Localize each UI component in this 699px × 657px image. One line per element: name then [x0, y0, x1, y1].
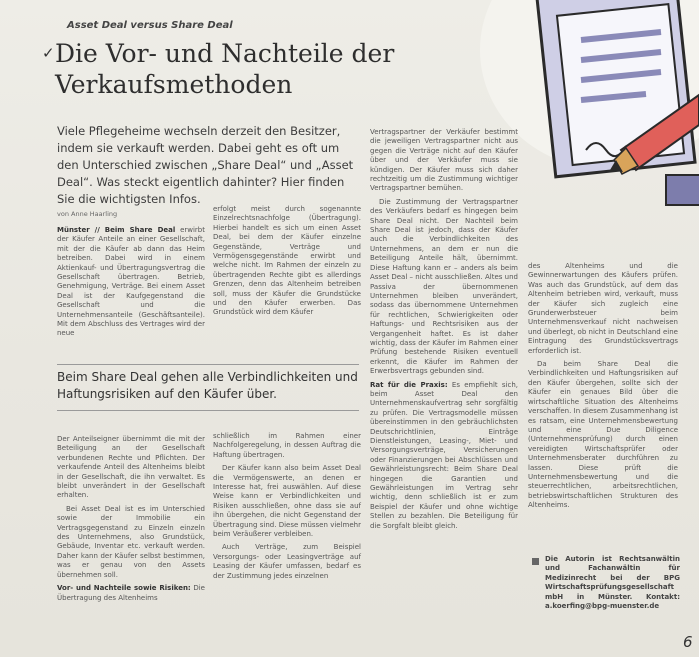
pull-quote: Beim Share Deal gehen alle Verbindlichkeiten und Haftungsrisiken auf den Käufer über. [57, 370, 358, 401]
column-3 [370, 128, 518, 535]
body-text: Da beim Share Deal die Verbindlichkeiten und Haftungsrisiken auf den Käufer übergehen, sollte sich der Käufer ein genaues Bild über die wirtschaftliche Situation des Altenheims verschaffen. In diesem Zusammenhang ist es ratsam, eine Unternehmensbewertung und eine Due Diligence (Unternehmensprüfung) durch einen vereidigten Wirtschaftsprüfer oder Unternehmensberater durchführen zu lassen. Diese prüft die Unternehmensbewertung und die steuerrechtlichen, arbeitsrechtlichen, betriebswirtschaftlichen Strukturen des Altenheims. [528, 360, 678, 510]
section-heading: Rat für die Praxis: [370, 380, 448, 389]
fountain-pen-illustration [526, 0, 699, 222]
author-bio [545, 555, 680, 615]
bio-text: Die Autorin ist Rechtsanwältin und Fachanwältin für Medizinrecht bei der BPG Wirtschaftsprüfungsgesellschaft mbH in Münster. Kontakt: a.koerfing@bpg-muenster.de [545, 555, 680, 611]
checkmark-icon: ✓ [42, 44, 55, 62]
author-line: von Anne Haarling [57, 210, 118, 218]
body-text: erfolgt meist durch sogenannte Einzelrechtsnachfolge (Übertragung). Hierbei handelt es sich um einen Asset Deal, bei dem der Käufer einzelne Gegenstände, Verträge und Vermögensgegenstände erwirbt und welche nicht. Im Rahmen der einzeln zu übertragenden Rechte gibt es allerdings Grenzen, denn das Altenheim betreiben soll, muss der Käufer die Grundstücke und den Käufer erwerben. Das Grundstück wird dem Käufer [213, 205, 361, 317]
article-lead: Viele Pflegeheime wechseln derzeit den Besitzer, indem sie verkauft werden. Dabei geht es oft um den Unterschied zwischen „Share Deal“ und „Asset Deal“. Was steckt eigentlich dahinter? Hier finden Sie die wichtigsten Infos. [57, 124, 354, 206]
bullet-square-icon [532, 558, 539, 565]
quote-rule-bottom [57, 410, 359, 411]
body-text: erwirbt der Käufer Anteile an einer Gesellschaft, mit der die Käufer ab dann das Heim betreiben. Dabei wird in einem Aktienkauf- und Übertragungsvertrag die Gesellschaft übertragen. Betrieb, Genehmigung, Verträge. Bei einem Asset Deal ist der Kaufgegenstand die Gesellschaft und die Unternehmensanteile (Geschäftsanteile). Mit dem Abschluss des Vertrages wird der neue [57, 226, 205, 338]
section-heading: Vor- und Nachteile sowie Risiken: [57, 584, 191, 593]
body-text: Die Zustimmung der Vertragspartner des Verkäufers bedarf es hingegen beim Share Deal nicht. Der Nachteil beim Share Deal ist jedoch, dass der Käufer auch die Verbindlichkeiten des Unternehmens, an dem er nun die Beteiligung Anteile hält, übernimmt. Diese Haftung kann er – anders als beim Asset Deal – nicht ausschließen. Altes und Passiva der übernommenen Unternehmen bleiben unverändert, sodass das übernommene Unternehmen für rechtlichen, Schwierigkeiten oder Haftungs- und Rechtsrisiken aus der Vergangenheit haftet. Es ist daher wichtig, dass der Käufer im Rahmen einer Prüfung bestehende Risiken eventuell erkennt, die Käufer im Rahmen der Erwerbsvertrags gebunden sind. [370, 197, 518, 376]
column-4 [528, 262, 678, 515]
body-text: Der Käufer kann also beim Asset Deal die Vermögenswerte, an denen er Interesse hat, frei auswählen. Auf diese Weise kann er Verbindlichkeiten und Risiken ausschließen, ohne dass sie auf ihn übergehen, die nicht Gegenstand der Übertragung sind. Diese müssen vielmehr beim Veräußerer verbleiben. [213, 464, 361, 539]
bottom-column-1 [57, 435, 205, 607]
kicker: Asset Deal versus Share Deal [67, 20, 233, 31]
page-number: 6 [683, 633, 693, 651]
body-text: des Altenheims und die Gewinnerwartungen des Käufers prüfen. Was auch das Grundstück, auf dem das Altenheim betrieben wird, verkauft, muss der Käufer sich zugleich eine Grunderwerbsteuer beim Unternehmensverkauf nicht nachweisen und überlegt, ob nicht in Deutschland eine Eintragung des Grundstücksvertrags erforderlich ist. [528, 262, 678, 355]
dateline: Münster // Beim Share Deal [57, 226, 176, 234]
bottom-column-2 [213, 432, 361, 585]
body-text: Die Übertragung des Altenheims [57, 584, 205, 602]
body-text: Auch Verträge, zum Beispiel Versorgungs- oder Leasingverträge auf Leasing der Käufer umfassen, bedarf es der Zustimmung jedes einzelnen [213, 543, 361, 580]
body-text: Bei Asset Deal ist es im Unterschied sowie der Immobilie ein Vertragsgegenstand zu Einzeln einzeln des Unternehmens, also Grundstück, Gebäude, Inventar etc. verkauft werden. Daher kann der Käufer selbst bestimmen, was er genau von den Assets übernehmen soll. [57, 504, 205, 579]
quote-rule-top [57, 364, 359, 365]
top-column-1 [57, 226, 205, 343]
body-text: schließlich im Rahmen einer Nachfolgeregelung, in dessen Auftrag die Haftung übertragen. [213, 432, 361, 459]
body-text: Der Anteilseigner übernimmt die mit der Beteiligung an der Gesellschaft verbundenen Rechte und Pflichten. Der verkaufende Anteil des Altenheims bleibt in der Gesellschaft, die ihn verwaltet. Es bleibt unverändert in der Gesellschaft erhalten. [57, 435, 205, 500]
article-title: Die Vor- und Nachteile der Verkaufsmethoden [55, 39, 395, 99]
body-text: Vertragspartner der Verkäufer bestimmt die jeweiligen Vertragspartner nicht aus gegen die Verträge nicht auf den Käufer über und der Verkäufer muss sie kündigen. Der Käufer muss sich daher rechtzeitig um die Zustimmung wichtiger Vertragspartner bemühen. [370, 128, 518, 193]
top-column-2 [213, 205, 361, 322]
body-text: Es empfiehlt sich, beim Asset Deal den Unternehmenskaufvertrag sehr sorgfältig zu prüfen. Die Vertragsmodelle müssen übereinstimmen in den gebräuchlichsten Deutschrichtlinien, Einträge Dienstleistungen, Leasing-, Miet- und Versorgungsverträge, Versicherungen oder Finanzierungen bei Abschlüssen und Gewährleistungsrecht: Beim Share Deal hingegen die Garantien und Gewährleistungen im Vertrag sehr wichtig, denn schließlich ist er zum Beispiel der Käufer und ohne wichtige Stellen zu bezahlen. Die Beteiligung für die Sorgfalt bleibt gleich. [370, 380, 518, 530]
